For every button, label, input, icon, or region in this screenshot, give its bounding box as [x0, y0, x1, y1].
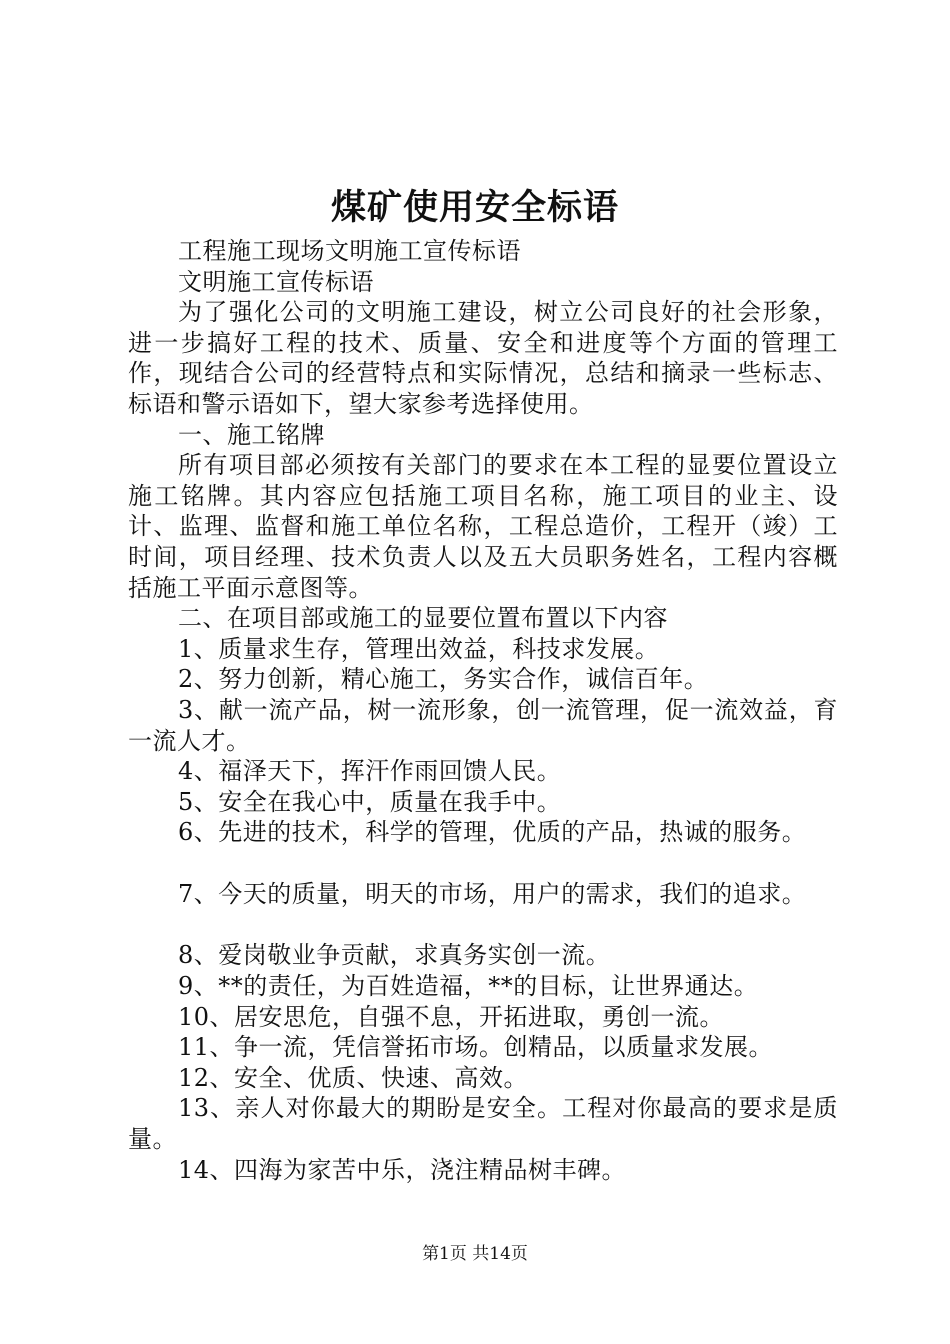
slogan-item: 8、爱岗敬业争贡献，求真务实创一流。 — [178, 941, 611, 970]
document-title: 煤矿使用安全标语 — [330, 188, 619, 228]
paragraph: 文明施工宣传标语 — [178, 267, 374, 296]
slogan-item: 13、亲人对你最大的期盼是安全。工程对你最高的要求是质量。 — [128, 1094, 838, 1154]
slogan-item: 2、努力创新，精心施工，务实合作，诚信百年。 — [178, 665, 709, 694]
slogan-item: 6、先进的技术，科学的管理，优质的产品，热诚的服务。 — [178, 818, 807, 847]
paragraph: 为了强化公司的文明施工建设，树立公司良好的社会形象，进一步搞好工程的技术、质量、安全和进度等个方面的管理工作，现结合公司的经营特点和实际情况，总结和摘录一些标志、标语和警示语如下，望大家参考选择使用。 — [128, 298, 838, 418]
paragraph: 工程施工现场文明施工宣传标语 — [178, 237, 521, 265]
slogan-item: 7、今天的质量，明天的市场，用户的需求，我们的追求。 — [178, 879, 807, 908]
section-heading: 一、施工铭牌 — [178, 420, 325, 449]
slogan-item: 12、安全、优质、快速、高效。 — [178, 1063, 529, 1092]
page-number: 第1页 共14页 — [422, 1244, 528, 1264]
slogan-item: 9、**的责任，为百姓造福，**的目标，让世界通达。 — [178, 972, 759, 1001]
paragraph: 所有项目部必须按有关部门的要求在本工程的显要位置设立施工铭牌。其内容应包括施工项目名称，施工项目的业主、设计、监理、监督和施工单位名称，工程总造价，工程开（竣）工时间，项目经理、技术负责人以及五大员职务姓名，工程内容概括施工平面示意图等。 — [128, 451, 838, 602]
slogan-item: 1、质量求生存，管理出效益，科技求发展。 — [178, 634, 660, 663]
section-heading: 二、在项目部或施工的显要位置布置以下内容 — [178, 604, 668, 633]
slogan-item: 11、争一流，凭信誉拓市场。创精品，以质量求发展。 — [178, 1033, 774, 1062]
slogan-item: 10、居安思危，自强不息，开拓进取，勇创一流。 — [178, 1002, 725, 1031]
slogan-item: 14、四海为家苦中乐，浇注精品树丰碑。 — [178, 1155, 627, 1184]
document-body — [128, 236, 838, 1185]
slogan-item: 3、献一流产品，树一流形象，创一流管理，促一流效益，育一流人才。 — [128, 695, 838, 755]
slogan-item: 4、福泽天下，挥汗作雨回馈人民。 — [178, 757, 562, 786]
slogan-item: 5、安全在我心中，质量在我手中。 — [178, 787, 562, 816]
